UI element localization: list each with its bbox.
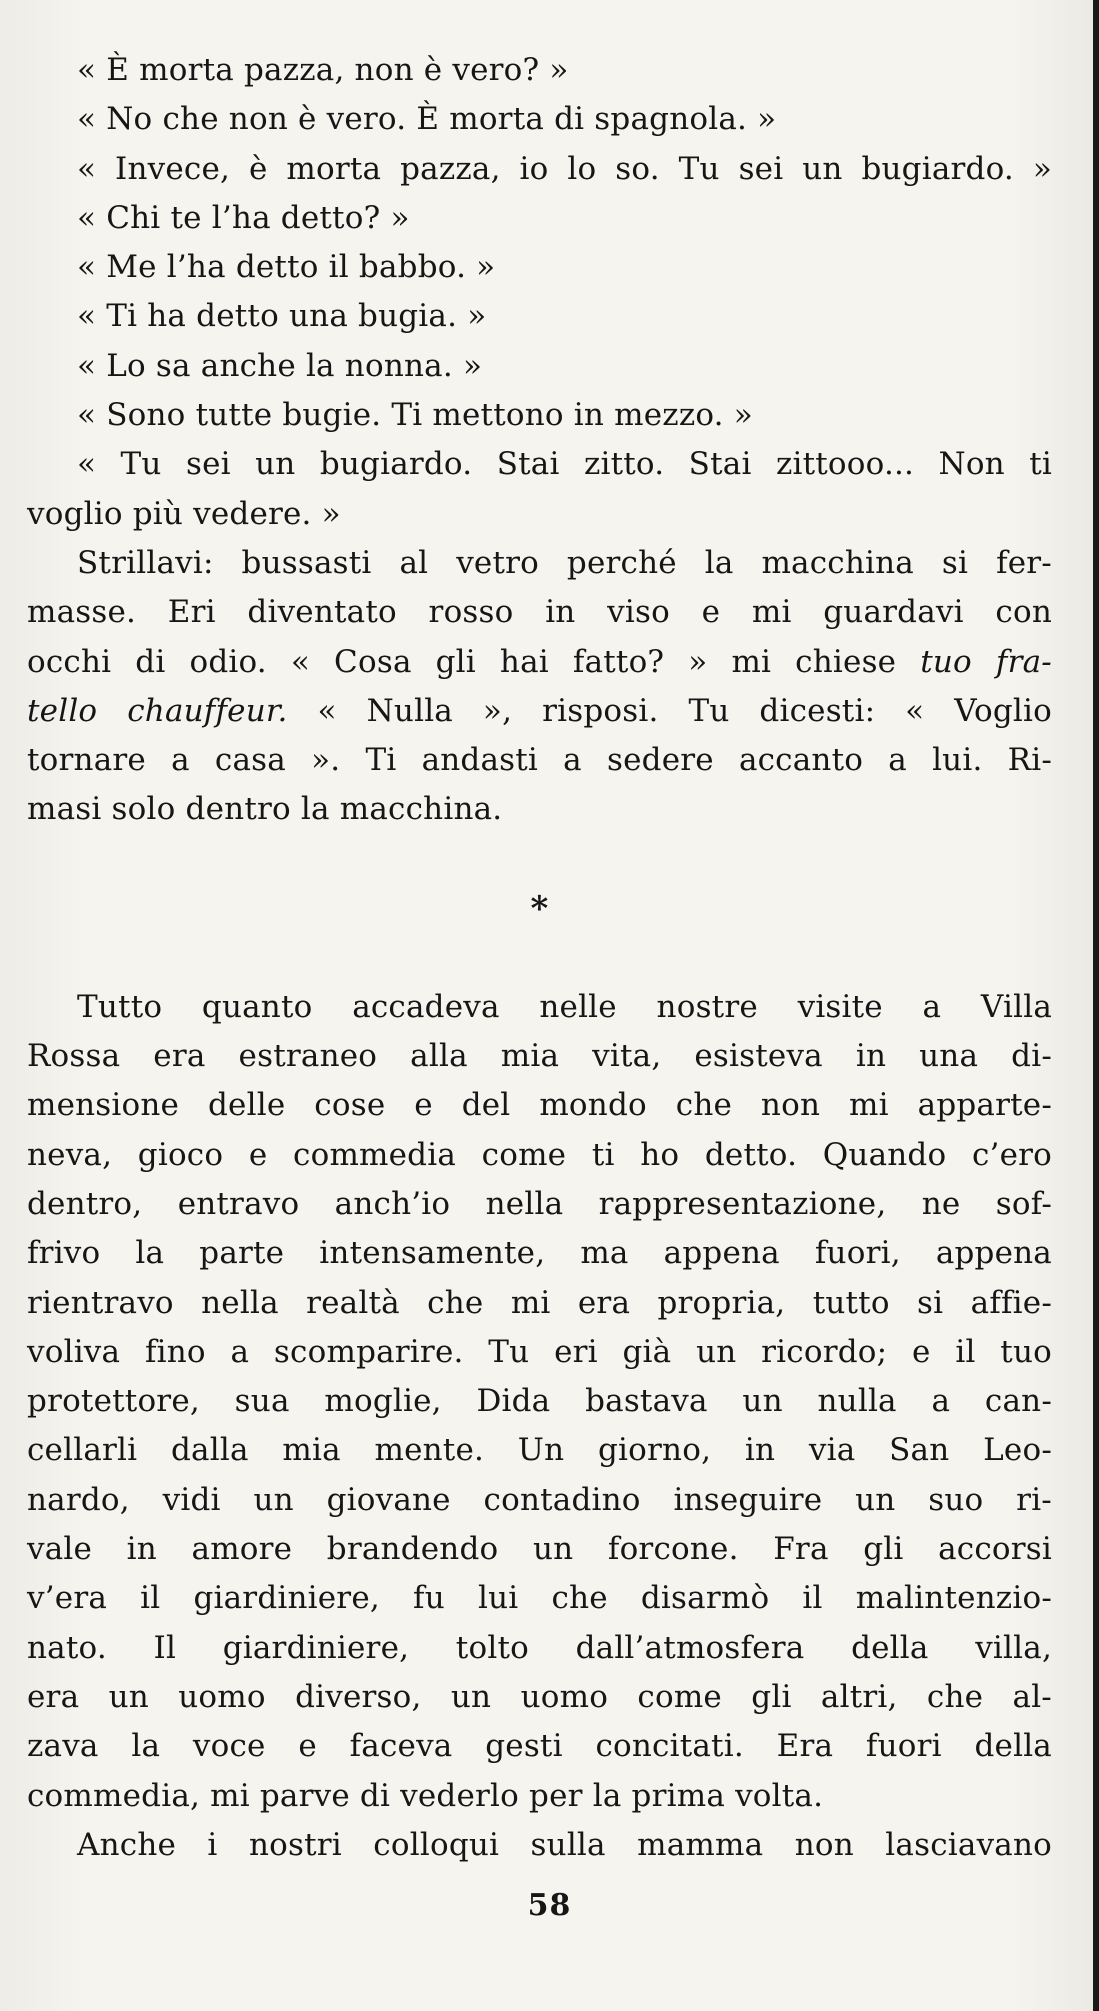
italic-phrase: tello chauffeur.: [27, 692, 288, 729]
text-line: vale in amore brandendo un forcone. Fra gli accorsi: [27, 1531, 1052, 1568]
italic-phrase: tuo fra-: [920, 643, 1052, 680]
text-line: « È morta pazza, non è vero? »: [77, 52, 569, 88]
text-line: rientravo nella realtà che mi era propria, tutto si affie-: [27, 1284, 1052, 1321]
text-line: « Invece, è morta pazza, io lo so. Tu sei un bugiardo. »: [77, 150, 1052, 187]
text-line: « Lo sa anche la nonna. »: [77, 347, 483, 384]
text-line: dentro, entravo anch’io nella rappresentazione, ne sof-: [27, 1185, 1052, 1222]
text-line: [27, 638, 1052, 687]
text-line: Anche i nostri colloqui sulla mamma non lasciavano: [77, 1826, 1052, 1863]
text-line: neva, gioco e commedia come ti ho detto. Quando c’ero: [27, 1136, 1052, 1173]
text-line: commedia, mi parve di vederlo per la prima volta.: [27, 1777, 824, 1814]
text-line: zava la voce e faceva gesti concitati. Era fuori della: [27, 1728, 1052, 1765]
text-line: masi solo dentro la macchina.: [27, 791, 503, 828]
text-line: Tutto quanto accadeva nelle nostre visite a Villa: [77, 988, 1052, 1025]
text-line: « No che non è vero. È morta di spagnola. »: [77, 101, 777, 138]
text-line: « Ti ha detto una bugia. »: [77, 298, 487, 335]
text-line: frivo la parte intensamente, ma appena fuori, appena: [27, 1235, 1052, 1272]
text-line: voliva fino a scomparire. Tu eri già un ricordo; e il tuo: [27, 1333, 1052, 1370]
text-line: masse. Eri diventato rosso in viso e mi guardavi con: [27, 594, 1052, 631]
text-line: « Tu sei un bugiardo. Stai zitto. Stai zittooo... Non ti: [77, 446, 1052, 483]
text-line: Rossa era estraneo alla mia vita, esisteva in una di-: [27, 1038, 1052, 1075]
text-line: voglio più vedere. »: [27, 495, 341, 532]
text-line: protettore, sua moglie, Dida bastava un nulla a can-: [27, 1383, 1052, 1420]
text-line: era un uomo diverso, un uomo come gli altri, che al-: [27, 1678, 1052, 1715]
text-line: « Sono tutte bugie. Ti mettono in mezzo. »: [77, 397, 753, 434]
text-line: « Chi te l’ha detto? »: [77, 199, 410, 236]
text-line: cellarli dalla mia mente. Un giorno, in via San Leo-: [27, 1432, 1052, 1469]
text-line: v’era il giardiniere, fu lui che disarmò il malintenzio-: [27, 1580, 1052, 1617]
text-line: nardo, vidi un giovane contadino inseguire un suo ri-: [27, 1481, 1052, 1518]
text-line: mensione delle cose e del mondo che non mi apparte-: [27, 1087, 1052, 1124]
text-line: [27, 687, 1052, 736]
text-line: Strillavi: bussasti al vetro perché la macchina si fer-: [77, 544, 1052, 581]
page-text: [27, 46, 1052, 1870]
section-separator: *: [530, 888, 549, 929]
page-number: 58: [527, 1888, 572, 1923]
page-edge-shadow: [1093, 0, 1099, 2011]
text-line: « Me l’ha detto il babbo. »: [77, 249, 496, 286]
line-segment: occhi di odio. « Cosa gli hai fatto? » mi chiese: [27, 643, 897, 680]
text-line: tornare a casa ». Ti andasti a sedere accanto a lui. Ri-: [27, 742, 1052, 779]
line-segment: « Nulla », risposi. Tu dicesti: « Voglio: [317, 692, 1052, 729]
text-line: nato. Il giardiniere, tolto dall’atmosfera della villa,: [27, 1629, 1052, 1666]
